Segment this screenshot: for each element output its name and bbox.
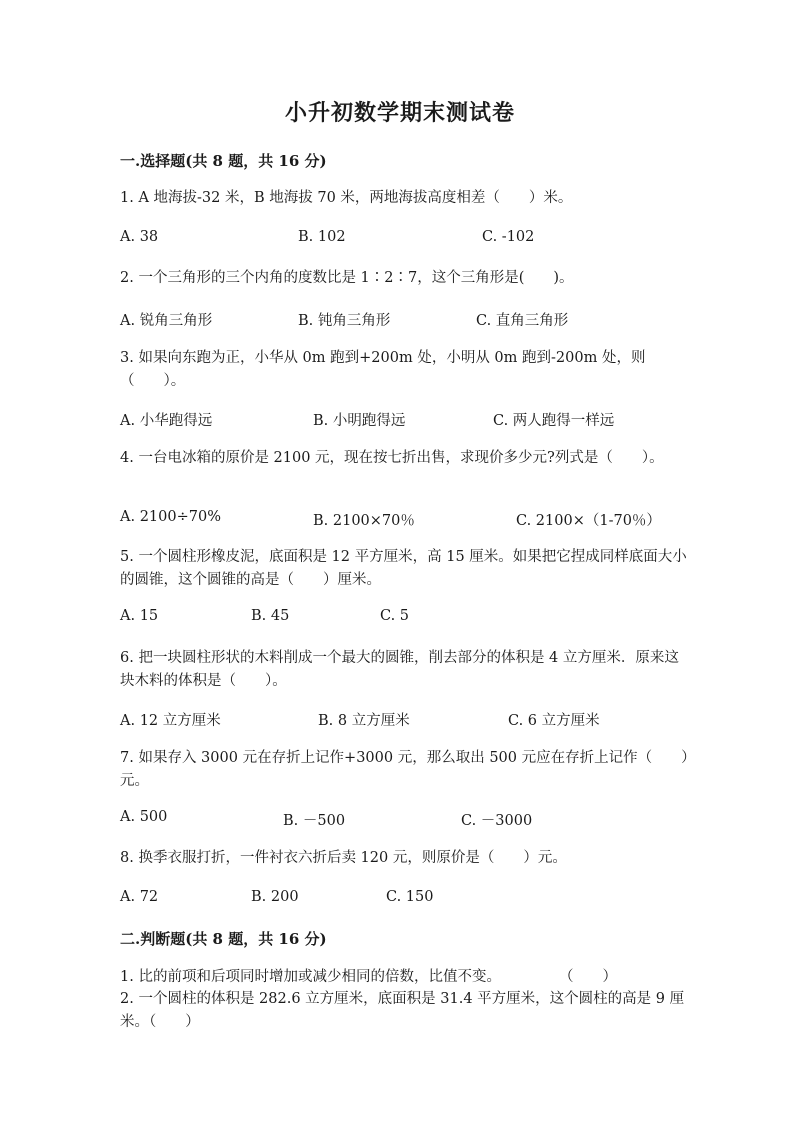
judge-question-1: 1. 比的前项和后项同时增加或减少相同的倍数，比值不变。 （ ） [120,969,617,985]
choice-question-4: 4. 一台电冰箱的原价是 2100 元，现在按七折出售，求现价多少元?列式是（ ）。 [120,450,664,466]
section-heading-choice: 一.选择题(共 8 题，共 16 分) [120,152,327,170]
choice-question-7-option-a: A. 500 [120,809,168,825]
choice-question-6: 6. 把一块圆柱形状的木料削成一个最大的圆锥，削去部分的体积是 4 立方厘米．原来这块木料的体积是（ ）。 [120,650,679,689]
choice-question-2-option-b: B. 钝角三角形 [298,313,391,329]
choice-question-6-option-b: B. 8 立方厘米 [318,713,410,729]
choice-question-5-option-b: B. 45 [251,608,290,624]
choice-question-4-option-a: A. 2100÷70% [120,509,221,525]
choice-question-4-option-b: B. 2100×70％ [313,513,415,529]
choice-question-5: 5. 一个圆柱形橡皮泥，底面积是 12 平方厘米，高 15 厘米。如果把它捏成同样底面大小的圆锥，这个圆锥的高是（ ）厘米。 [120,549,687,588]
choice-question-4-option-c: C. 2100×（1-70％） [516,513,661,529]
choice-question-2-option-c: C. 直角三角形 [476,313,569,329]
choice-question-7-option-b: B. －500 [283,813,346,829]
choice-question-1-option-a: A. 38 [120,229,159,245]
choice-question-3-option-a: A. 小华跑得远 [120,413,213,429]
choice-question-8-option-b: B. 200 [251,889,299,905]
choice-question-8: 8. 换季衣服打折，一件衬衣六折后卖 120 元，则原价是（ ）元。 [120,850,567,866]
choice-question-7-option-c: C. －3000 [461,813,533,829]
choice-question-5-option-a: A. 15 [120,608,159,624]
choice-question-3-option-b: B. 小明跑得远 [313,413,406,429]
choice-question-6-option-c: C. 6 立方厘米 [508,713,600,729]
judge-question-2: 2. 一个圆柱的体积是 282.6 立方厘米，底面积是 31.4 平方厘米，这个圆柱的高是 9 厘米。（ ） [120,991,685,1030]
choice-question-6-option-a: A. 12 立方厘米 [120,713,221,729]
choice-question-1: 1. A 地海拔-32 米，B 地海拔 70 米，两地海拔高度相差（ ）米。 [120,190,573,206]
choice-question-8-option-a: A. 72 [120,889,159,905]
choice-question-5-option-c: C. 5 [380,608,410,624]
choice-question-8-option-c: C. 150 [386,889,434,905]
choice-question-2: 2. 一个三角形的三个内角的度数比是 1∶2∶7，这个三角形是( )。 [120,270,574,286]
choice-question-1-option-b: B. 102 [298,229,346,245]
page-title: 小升初数学期末测试卷 [284,100,515,126]
choice-question-1-option-c: C. -102 [482,229,535,245]
choice-question-7: 7. 如果存入 3000 元在存折上记作+3000 元，那么取出 500 元应在存折上记作（ ）元。 [120,750,689,789]
choice-question-3-option-c: C. 两人跑得一样远 [493,413,615,429]
choice-question-2-option-a: A. 锐角三角形 [120,313,213,329]
section-heading-judge: 二.判断题(共 8 题，共 16 分) [120,930,327,948]
choice-question-3: 3. 如果向东跑为正，小华从 0m 跑到+200m 处，小明从 0m 跑到-200m 处，则（ ）。 [120,350,646,389]
